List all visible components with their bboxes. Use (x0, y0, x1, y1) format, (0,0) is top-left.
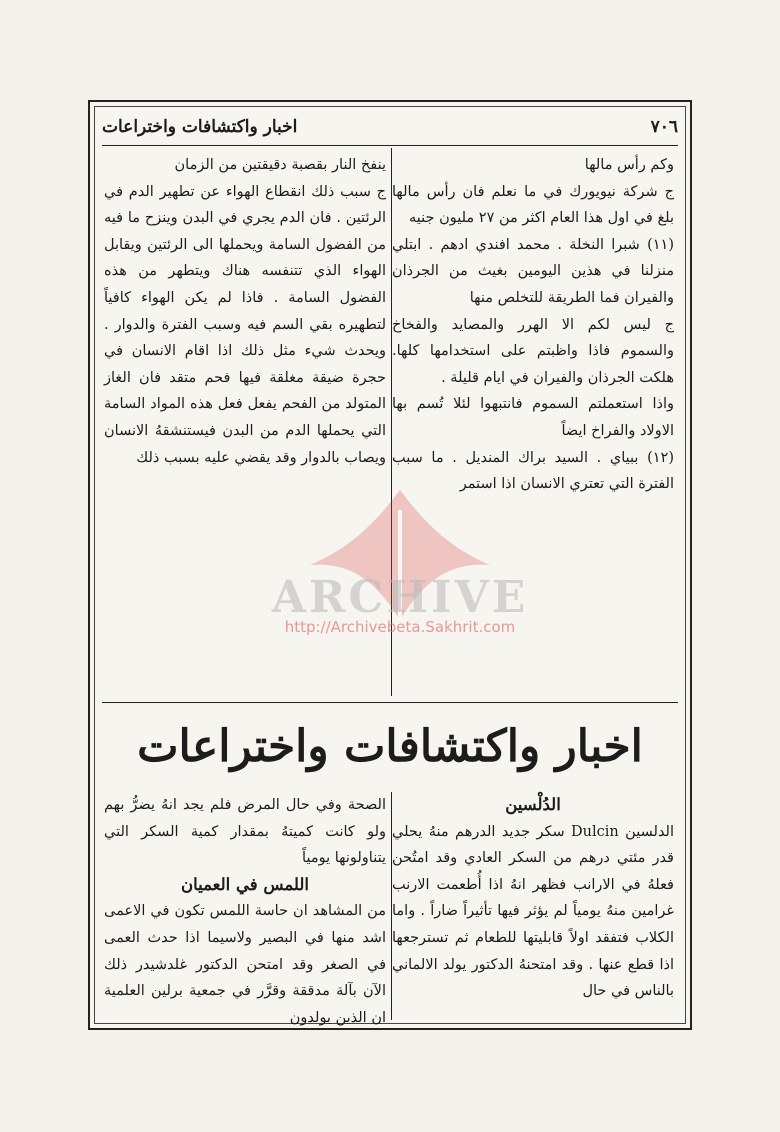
section-title: اخبار واكتشافات واختراعات (137, 721, 643, 772)
top-right-column (392, 152, 674, 498)
top-left-column (104, 152, 386, 471)
header-rule (102, 145, 678, 146)
bottom-left-column (104, 792, 386, 1031)
paragraph: ج سبب ذلك انقطاع الهواء عن تطهير الدم في الرئتين . فان الدم يجري في البدن وينزح ما فيه من الفضول السامة ويحملها الى الرئتين ويقابل الهواء الذي تتنفسه هناك ويتطهر من هذه الفضول السامة . فاذا لم يكن الهواء كافياً لتطهيره بقي السم فيه وسبب الفترة والدوار . ويحدث شيء مثل ذلك اذا اقام الانسان في حجرة ضيقة مغلقة فيها فحم متقد فان الغاز المتولد من الفحم يفعل فعل هذه المواد السامة التي يحملها الدم من البدن فيستنشقهُ الانسان ويصاب بالدوار وقد يقضي عليه بسبب ذلك (104, 183, 386, 466)
paragraph: من المشاهد ان حاسة اللمس تكون في الاعمى اشد منها في البصير ولاسيما اذا حدث العمى في الصغر وقد امتحن الدكتور غلدشيدر ذلك الآن بآلة مدققة وقرَّر في جمعية برلين العلمية ان الذين يولدون (104, 903, 386, 1026)
article-heading: الدُلْسين (505, 795, 561, 814)
journal-page (88, 100, 692, 1030)
paragraph: الصحة وفي حال المرض فلم يجد انهُ يضرُّ بهم ولو كانت كميتهُ بمقدار كمية السكر التي يتناولونها يومياً (104, 797, 386, 867)
running-title: اخبار واكتشافات واختراعات (102, 117, 298, 137)
paragraph: واذا استعملتم السموم فانتبهوا لئلا تُسم بها الاولاد والفراخ ايضاً (392, 396, 674, 439)
paragraph: وكم رأس مالها (584, 157, 674, 173)
page-number: ٧٠٦ (650, 117, 678, 137)
paragraph: ج ليس لكم الا الهرر والمصايد والفخاخ والسموم فاذا واظبتم على استخدامها كلها. هلكت الجرذان والفيران في ايام قليلة . (392, 316, 674, 386)
article-heading: اللمس في العميان (180, 874, 309, 894)
paragraph: (١٢) ببياي . السيد براك المنديل . ما سبب الفترة التي تعتري الانسان اذا استمر (392, 449, 674, 493)
paragraph: ينفخ النار بقصبة دقيقتين من الزمان (174, 157, 386, 173)
watermark-url: http://Archivebeta.Sakhrit.com (284, 618, 516, 636)
paragraph: ج شركة نيويورك في ما نعلم فان رأس مالها بلغ في اول هذا العام اكثر من ٢٧ مليون جنيه (392, 183, 674, 227)
bottom-right-column (392, 792, 674, 1005)
page-header (102, 114, 678, 140)
watermark-text: ARCHIVE (271, 572, 529, 623)
section-rule (102, 702, 678, 703)
paragraph: (١١) شبرا النخلة . محمد افندي ادهم . ابتلي منزلنا في هذين اليومين بغيث من الجرذان والفيران فما الطريقة للتخلص منها (392, 236, 674, 306)
paragraph: الدلسين Dulcin سكر جديد الدرهم منهُ يحلي قدر مئتي درهم من السكر العادي وقد امتُحن فعلهُ في الارانب فظهر انهُ اذا أُطعمت الارنب غرامين منهُ يومياً لم يؤثر فيها تأثيراً ضاراً . واما الكلاب فتفقد اولاً قابليتها للطعام ثم تسترجعها اذا قطع عنها . وقد امتحنهُ الدكتور يولد الالماني بالناس في حال (392, 823, 674, 1000)
